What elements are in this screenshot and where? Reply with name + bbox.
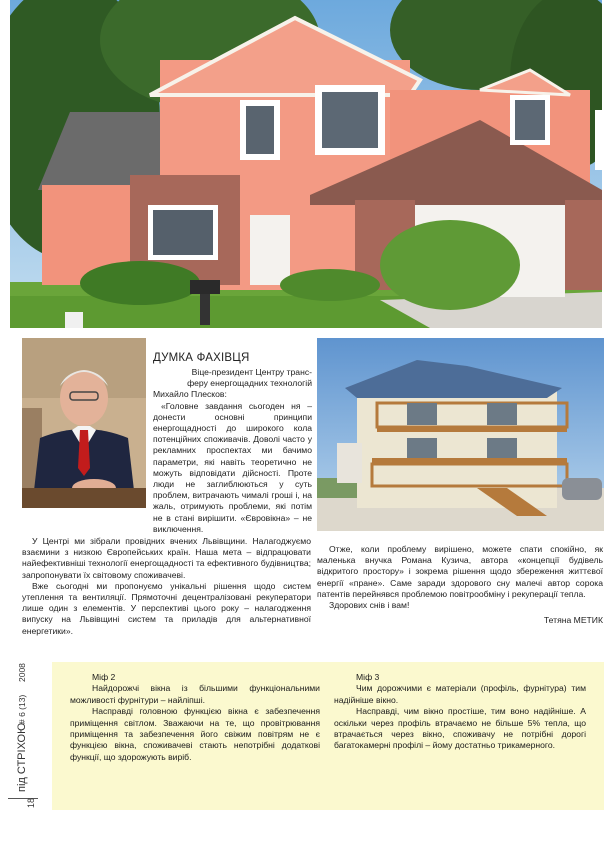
myths-box — [52, 662, 604, 810]
issue-year: 2008 — [17, 663, 27, 682]
paragraph: Отже, коли проблему вирішено, можете спати спокійно, як маленька внучка Романа Кузича, автора «концепції будівель відкритого простору» і зокрема рішення щодо збереження життєвої енергії «пране». Саме заради здорового сну малечі автор сорока патентів перейнявся проблемою повітрообміну і рекуперації тепла. — [317, 544, 603, 599]
myth-claim: Чим дорожчими є матеріали (профіль, фурнітура) тим надійніше вікно. — [334, 683, 586, 705]
myth-title: Міф 3 — [356, 672, 380, 682]
page-number: 18 — [26, 797, 36, 808]
expert-intro — [153, 352, 312, 535]
right-column-text — [317, 544, 603, 626]
myth-answer: Насправді, чим вікно простіше, тим воно надійніше. А оскільки через профіль втрачаємо не більше 5% тепла, що втрачається через вікно, споживачу не потрібні дорогі багатокамерні профілі – йому достатньо трикамерного. — [334, 706, 586, 751]
intro-line-1: Віце-президент Центру транс- — [191, 367, 312, 377]
intro-line-2: феру енергощадних технологій — [187, 378, 312, 389]
magazine-sidebar — [4, 660, 44, 820]
intro-body — [153, 367, 312, 535]
myth-title: Міф 2 — [92, 672, 116, 682]
author-signature: Тетяна МЕТИК — [543, 615, 603, 626]
myth-claim: Найдорожчі вікна із більшими функціональними можливості фурнітури – найліпші. — [70, 683, 320, 705]
intro-line-3: Михайло Плесков: — [153, 389, 227, 400]
magazine-name: під СТРІХОЮ — [16, 722, 28, 792]
section-title: ДУМКА ФАХІВЦЯ — [153, 352, 250, 364]
paragraph: Вже сьогодні ми пропонуємо унікальні рішення щодо систем утеплення та вентиляції. Прямоточні децентралізовані рекуператори лише один з елементів. У перспективі цього року – налагодження випуску на Львівщині систем та приладів для альтернативної енергетики». — [22, 580, 311, 636]
myth-3 — [334, 672, 586, 752]
paragraph: Здорових снів і вам! — [329, 600, 410, 611]
quote-text: «Головне завдання сьогоден ня – донести основні принципи енергощадності до широкого кола потенційних споживачів. Доволі часто у рекламних проспектах ми бачимо параметри, які навіть теоретично не можуть відповідати дійсності. Проте люди не заглиблюються у суть проблем, витрачають чималі гроші і, на жаль, отримують проблеми, які потім не в стані вирішити. «Євровікна» – не виключення. — [153, 400, 312, 534]
myth-answer: Насправді головною функцією вікна є забезпечення приміщення світлом. Зважаючи на те, що провітрювання приміщення та забезпечення його свіжим повітрям не є функцією вікна, споживачеві стають непотрібні додаткові функції, що здорожують виріб. — [70, 706, 320, 762]
portrait-photo — [22, 338, 146, 508]
myth-2 — [70, 672, 320, 763]
house-photo — [10, 0, 602, 328]
beach-house-photo — [317, 338, 604, 531]
issue-number: # 6 (13) — [17, 694, 27, 724]
paragraph: У Центрі ми зібрали провідних вчених Львівщини. Налагоджуємо взаємини з низкою Європейських країн. Наша мета – відпрацювати найефективніші технології енергощадності та ефективного будівництва; запропонувати їх світовому споживачеві. — [22, 536, 311, 580]
lower-left-text — [22, 536, 311, 637]
